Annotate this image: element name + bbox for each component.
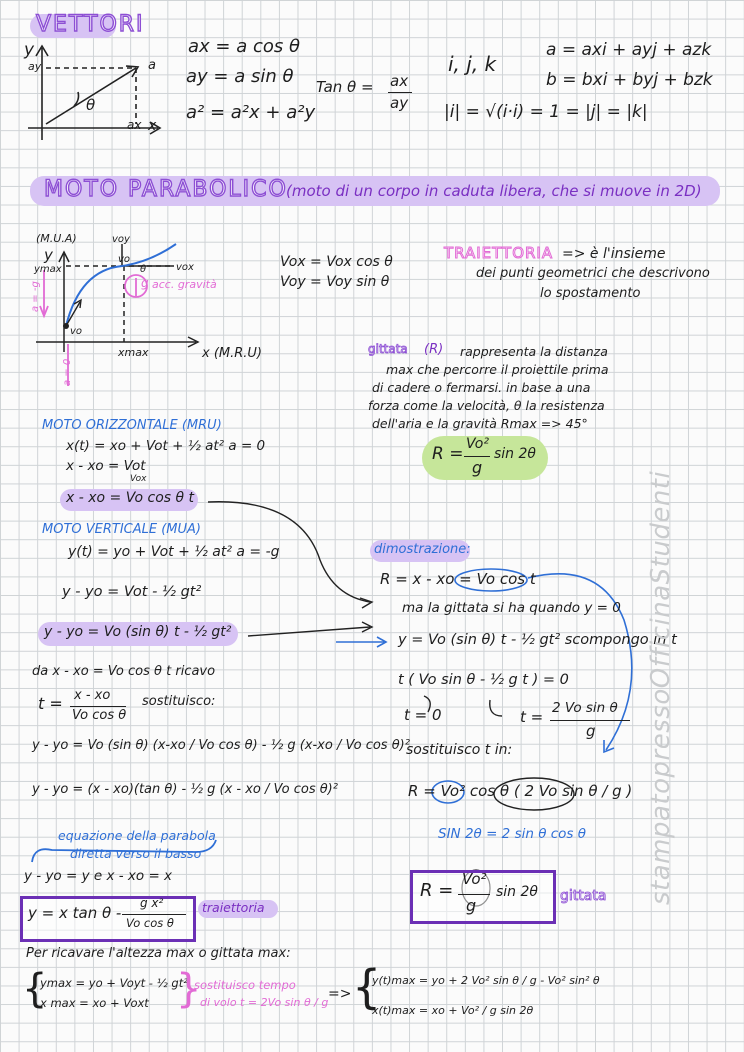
watermark: stampatopressoOfficinaStudenti bbox=[646, 470, 676, 905]
dim-t-bar bbox=[550, 720, 630, 721]
vettori-axis-y: y bbox=[24, 40, 35, 60]
vettori-eq-norm: |i| = √(i·i) = 1 = |j| = |k| bbox=[444, 102, 648, 122]
mua-eq1: y(t) = yo + Vot + ½ at² a = -g bbox=[68, 544, 280, 560]
dim-eq5: R = Vo² cos θ ( 2 Vo sin θ / g ) bbox=[408, 782, 633, 800]
deriv-t-eq: t = bbox=[38, 694, 63, 713]
traiettoria-line2: dei punti geometrici che descrivono bbox=[476, 266, 710, 281]
graph-label-ale: a = -g bbox=[30, 281, 41, 312]
deriv-sostituisco: sostituisco: bbox=[142, 694, 216, 709]
dim-eq3: y = Vo (sin θ) t - ½ gt² scompongo in t bbox=[398, 632, 677, 648]
bottom-brace-left: { bbox=[22, 966, 48, 1012]
deriv-t-num: x - xo bbox=[74, 688, 111, 703]
component-voy: Voy = Voy sin θ bbox=[280, 274, 390, 290]
deriv-t-den: Vo cos θ bbox=[72, 708, 127, 723]
bottom-arrow: => bbox=[328, 986, 352, 1002]
vettori-tan-left: Tan θ = bbox=[316, 78, 374, 96]
gittata-formula-sin: sin 2θ bbox=[494, 446, 536, 462]
vettori-label-a: a bbox=[148, 58, 156, 73]
mru-eq1: x(t) = xo + Vot + ½ at² a = 0 bbox=[66, 438, 266, 454]
mru-eq2: x - xo = Vot bbox=[66, 458, 146, 474]
dim-t-num: 2 Vo sin θ bbox=[552, 700, 618, 716]
mru-title: MOTO ORIZZONTALE (MRU) bbox=[42, 418, 222, 433]
vettori-label-theta: θ bbox=[86, 96, 96, 114]
graph-label-theta: θ bbox=[140, 264, 147, 275]
dim-final-r: R = bbox=[420, 880, 454, 901]
dim-final-label: gittata bbox=[560, 888, 607, 904]
deriv-subst: y - yo = y e x - xo = x bbox=[24, 868, 173, 884]
gittata-line2: max che percorre il proiettile prima bbox=[386, 362, 609, 377]
deriv-note1: equazione della parabola bbox=[58, 828, 216, 843]
mua-eq3: y - yo = Vo (sin θ) t - ½ gt² bbox=[44, 624, 232, 640]
graph-label-vo-vec: vo bbox=[70, 326, 83, 337]
traiettoria-title: TRAIETTORIA bbox=[444, 244, 554, 262]
gittata-line4: forza come la velocità, θ la resistenza bbox=[368, 398, 605, 413]
dim-sin2: SIN 2θ = 2 sin θ cos θ bbox=[438, 826, 587, 842]
gittata-formula-den: g bbox=[472, 458, 483, 477]
vettori-eq-ax: ax = a cos θ bbox=[188, 36, 300, 57]
mua-eq2: y - yo = Vot - ½ gt² bbox=[62, 584, 202, 600]
vettori-title: VETTORI bbox=[36, 12, 145, 37]
vettori-tan-fraction-bar bbox=[388, 92, 412, 93]
bottom-brace-result: { bbox=[352, 960, 382, 1014]
graph-label-y: y bbox=[44, 246, 53, 264]
bottom-note2: di volo t = 2Vo sin θ / g bbox=[200, 996, 329, 1009]
vettori-ijk: i, j, k bbox=[448, 52, 497, 76]
graph-label-g: g bbox=[141, 276, 149, 290]
gittata-line3: di cadere o fermarsi. in base a una bbox=[372, 380, 591, 395]
dim-t-eq: t = bbox=[520, 708, 544, 726]
dim-t0: t = 0 bbox=[404, 706, 442, 724]
deriv-final-den: Vo cos θ bbox=[126, 916, 174, 930]
dim-final-sin: sin 2θ bbox=[496, 884, 538, 900]
deriv-final-left: y = x tan θ - bbox=[28, 904, 122, 922]
traiettoria-line1: => è l'insieme bbox=[562, 246, 666, 262]
bottom-note1: sostituisco tempo bbox=[194, 978, 296, 992]
bottom-res1: y(t)max = yo + 2 Vo² sin θ / g - Vo² sin² θ bbox=[372, 974, 600, 987]
vettori-eq-a2: a² = a²x + a²y bbox=[186, 102, 316, 123]
deriv-da: da x - xo = Vo cos θ t ricavo bbox=[32, 664, 216, 679]
vettori-eq-ay: ay = a sin θ bbox=[186, 66, 294, 87]
graph-label-vo: vo bbox=[118, 254, 131, 265]
traiettoria-line3: lo spostamento bbox=[540, 286, 641, 301]
graph-label-vox: vox bbox=[176, 262, 194, 273]
dim-eq4: t ( Vo sin θ - ½ g t ) = 0 bbox=[398, 672, 569, 688]
vettori-tan-num: ax bbox=[390, 72, 409, 90]
graph-label-mua: (M.U.A) bbox=[36, 232, 77, 245]
deriv-final-num: g x² bbox=[140, 896, 164, 910]
dim-final-den: g bbox=[466, 896, 477, 915]
bottom-sys1: ymax = yo + Voyt - ½ gt² bbox=[40, 976, 188, 990]
dim-line2: ma la gittata si ha quando y = 0 bbox=[402, 600, 621, 616]
vettori-axis-x: x bbox=[148, 118, 157, 134]
bottom-sys2: x max = xo + Voxt bbox=[40, 996, 149, 1010]
component-vox: Vox = Vox cos θ bbox=[280, 254, 393, 270]
vettori-tan-den: ay bbox=[390, 94, 409, 112]
graph-label-xmax: xmax bbox=[118, 346, 149, 359]
dim-t-den: g bbox=[586, 722, 596, 740]
moto-subtitle: (moto di un corpo in caduta libera, che si muove in 2D) bbox=[286, 182, 702, 200]
bottom-intro: Per ricavare l'altezza max o gittata max: bbox=[26, 946, 291, 961]
gittata-formula-r: R = bbox=[432, 444, 464, 464]
dim-final-num: Vo² bbox=[462, 870, 487, 888]
moto-title: MOTO PARABOLICO bbox=[44, 177, 288, 202]
deriv-eq1: y - yo = Vo (sin θ) (x-xo / Vo cos θ) - ½ g (x-xo / Vo cos θ)² bbox=[32, 738, 410, 753]
mru-eq2-sub: Vox bbox=[130, 474, 147, 484]
dim-subst: sostituisco t in: bbox=[406, 742, 513, 758]
vettori-eq-a-vec: a = axi + ayj + azk bbox=[546, 40, 712, 60]
deriv-final-bar bbox=[122, 914, 186, 915]
graph-label-x: x (M.R.U) bbox=[202, 346, 262, 361]
vettori-label-ay: ay bbox=[28, 60, 42, 73]
graph-label-acc: acc. gravità bbox=[152, 278, 217, 291]
graph-label-voy: voy bbox=[112, 234, 130, 245]
deriv-final-label: traiettoria bbox=[202, 900, 265, 915]
gittata-word: gittata bbox=[368, 342, 408, 356]
bottom-res2: x(t)max = xo + Vo² / g sin 2θ bbox=[372, 1004, 534, 1017]
deriv-eq2: y - yo = (x - xo)(tan θ) - ½ g (x - xo / Vo cos θ)² bbox=[32, 782, 338, 797]
deriv-note2: diretta verso il basso bbox=[70, 846, 202, 861]
mru-eq3: x - xo = Vo cos θ t bbox=[66, 490, 195, 506]
mua-title: MOTO VERTICALE (MUA) bbox=[42, 522, 201, 537]
gittata-line5: dell'aria e la gravità Rmax => 45° bbox=[372, 416, 588, 431]
vettori-eq-b-vec: b = bxi + byj + bzk bbox=[546, 70, 713, 90]
deriv-t-bar bbox=[70, 706, 126, 707]
dim-eq1: R = x - xo = Vo cos t bbox=[380, 570, 536, 588]
graph-label-ymax: ymax bbox=[34, 264, 62, 275]
gittata-r: (R) bbox=[424, 342, 444, 357]
gittata-formula-bar bbox=[464, 456, 490, 457]
dim-final-bar bbox=[458, 894, 490, 895]
gittata-line1: rappresenta la distanza bbox=[460, 344, 608, 359]
dim-title: dimostrazione: bbox=[374, 542, 471, 557]
gittata-formula-num: Vo² bbox=[466, 436, 489, 452]
vettori-label-ax: ax bbox=[127, 118, 142, 132]
bottom-brace-right: } bbox=[176, 966, 202, 1012]
graph-label-a0: a = 0 bbox=[62, 358, 73, 386]
